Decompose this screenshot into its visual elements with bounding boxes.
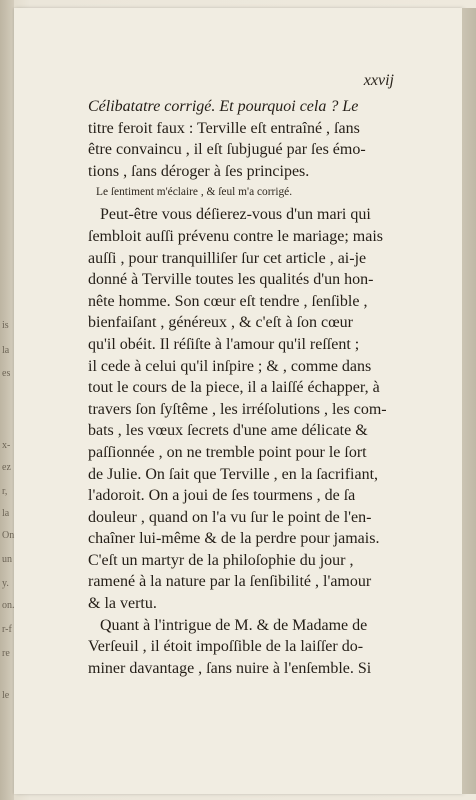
text-line: paſſionnée , on ne tremble point pour le ſort (88, 443, 367, 461)
text-line: auſſi , pour tranquilliſer ſur cet article , ai-je (88, 249, 367, 267)
text-line: il cede à celui qu'il inſpire ; & , comme dans (88, 357, 372, 375)
quoted-verse: Le ſentiment m'éclaire , & ſeul m'a corrigé. (96, 186, 293, 199)
margin-fragment: x- (2, 440, 11, 451)
text-line: ramené à la nature par la ſenſibilité , l'amour (88, 573, 372, 591)
text-line: travers ſon ſyſtême , les irréſolutions , les com- (88, 400, 387, 418)
margin-fragment: r-f (2, 624, 12, 635)
text-line: & la vertu. (88, 595, 157, 613)
text-line: bats , les vœux ſecrets d'une ame délicate & (88, 422, 368, 440)
text-line: ſembloit auſſi prévenu contre le mariage; mais (88, 227, 384, 245)
body-text (88, 96, 390, 679)
margin-fragment: la (2, 345, 10, 356)
text-line: de Julie. On ſait que Terville , en la ſacrifiant, (88, 465, 379, 483)
page-folio: xxvij (363, 72, 394, 89)
text-line: tout le cours de la piece, il a laiſſé échapper, à (88, 379, 380, 397)
text-line: tions , ſans déroger à ſes principes. (88, 162, 310, 180)
text-line: nête homme. Son cœur eſt tendre , ſenſible , (88, 292, 368, 310)
margin-fragment: ez (2, 462, 11, 473)
margin-fragment: r, (2, 486, 8, 497)
margin-fragment: un (2, 554, 12, 565)
text-line: C'eſt un martyr de la philoſophie du jour , (88, 551, 354, 569)
text-line: bienfaiſant , généreux , & c'eſt à ſon cœur (88, 314, 353, 332)
margin-fragment: le (2, 690, 10, 701)
margin-fragment: la (2, 508, 10, 519)
text-line: l'adoroit. On a joui de ſes tourmens , de ſa (88, 487, 356, 505)
text-line: titre feroit faux : Terville eſt entraîné , ſans (88, 119, 360, 137)
margin-fragment: On (2, 530, 15, 541)
margin-fragment: re (2, 648, 10, 659)
margin-fragment: es (2, 368, 11, 379)
text-line: Verſeuil , il étoit impoſſible de la laiſſer do- (88, 638, 364, 656)
margin-fragment: y. (2, 578, 9, 589)
text-line: douleur , quand on l'a vu ſur le point de l'en- (88, 508, 372, 526)
text-line: chaîner lui-même & de la perdre pour jamais. (88, 530, 380, 548)
text-line: être convaincu , il eſt ſubjugué par ſes émo- (88, 141, 366, 159)
text-line: miner davantage , ſans nuire à l'enſemble. Si (88, 659, 372, 677)
facing-page-fragments (0, 0, 18, 800)
margin-fragment: is (2, 320, 9, 331)
text-line: donné à Terville toutes les qualités d'un hon- (88, 271, 374, 289)
text-line: Quant à l'intrigue de M. & de Madame de (100, 616, 368, 634)
text-line: qu'il obéit. Il réſiſte à l'amour qu'il reſſent ; (88, 335, 360, 353)
margin-fragment: on. (2, 600, 15, 611)
text-line: Célibatatre corrigé. Et pourquoi cela ? Le (88, 98, 359, 115)
text-line: Peut-être vous déſierez-vous d'un mari qui (100, 206, 371, 224)
